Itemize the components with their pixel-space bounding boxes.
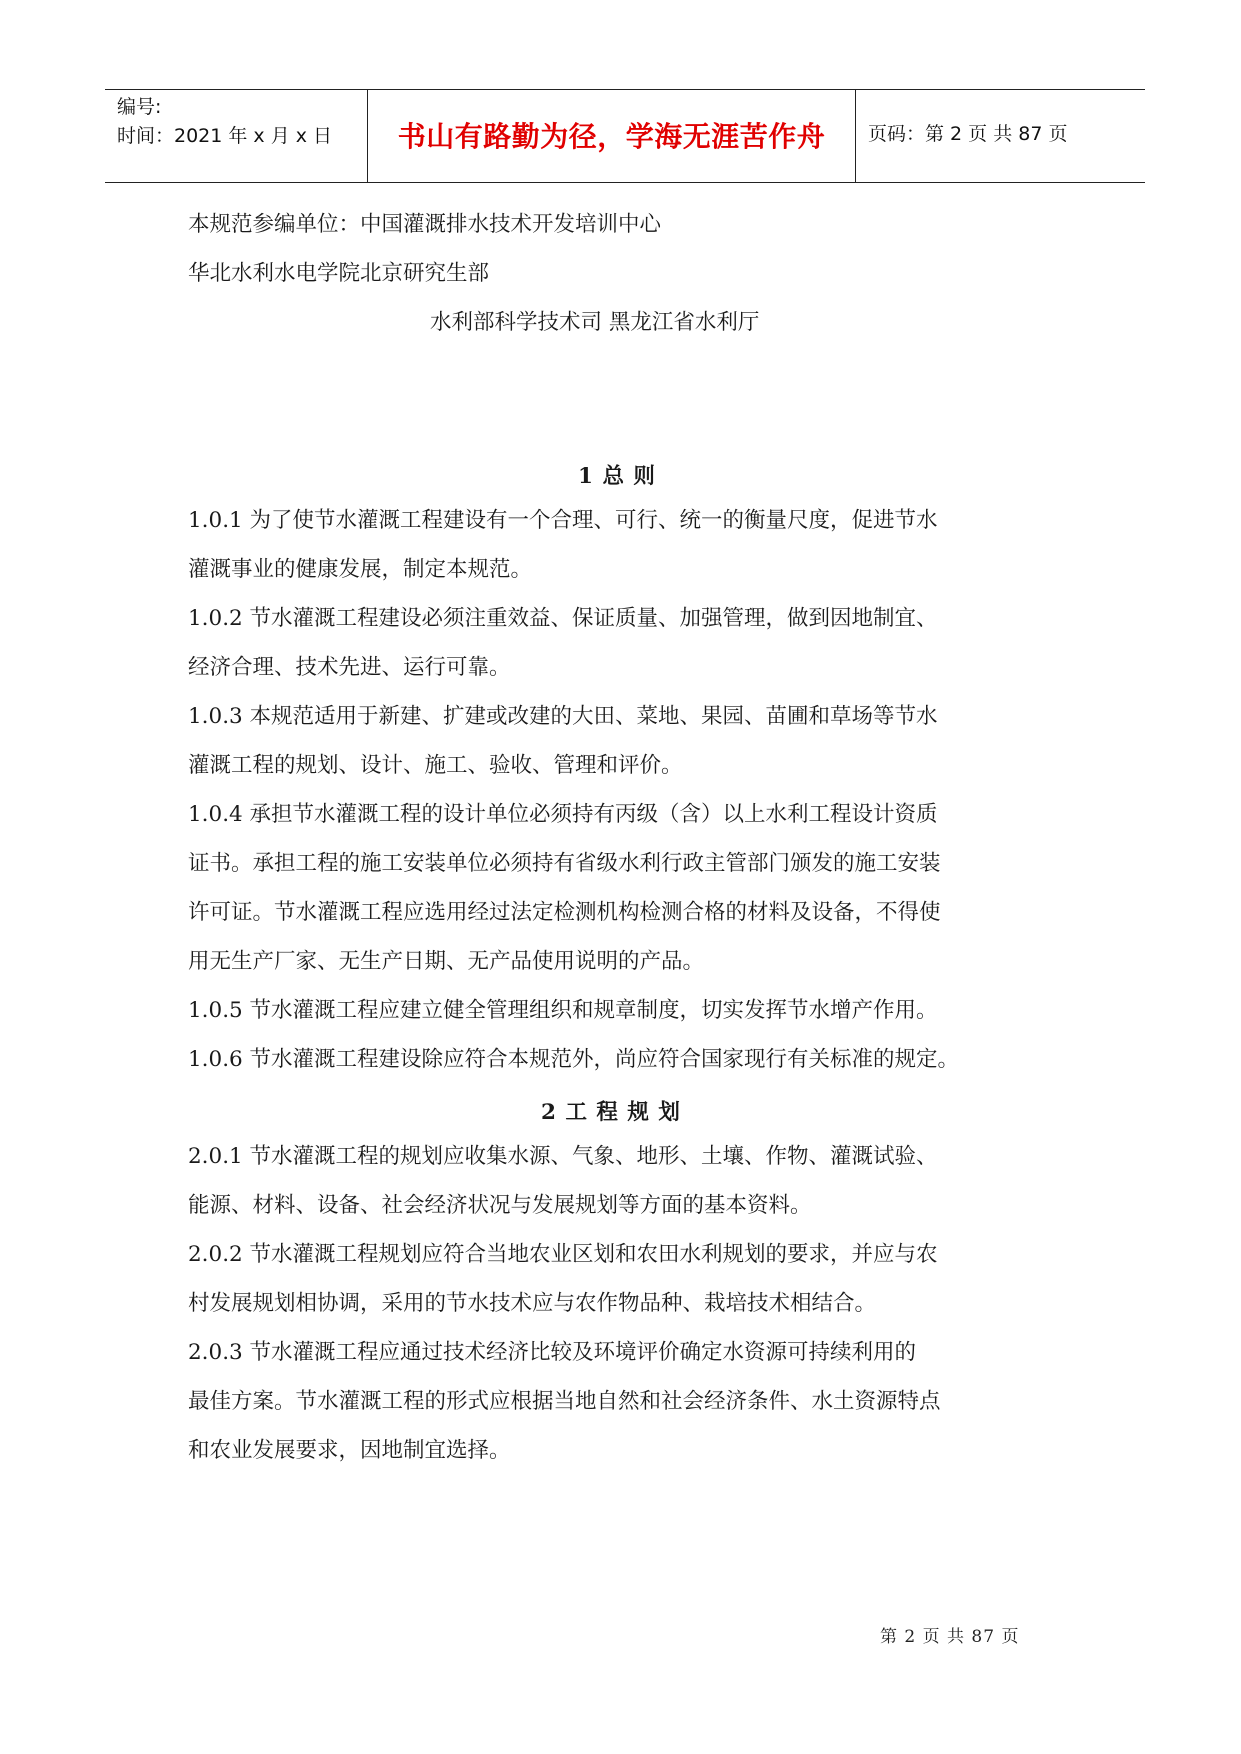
page-header	[105, 89, 1145, 183]
header-meta	[105, 90, 368, 182]
paragraph-line: 1.0.3 本规范适用于新建、扩建或改建的大田、菜地、果园、苗圃和草场等节水	[188, 704, 938, 729]
paragraph-line: 2.0.1 节水灌溉工程的规划应收集水源、气象、地形、土壤、作物、灌溉试验、	[188, 1144, 938, 1169]
document-code-label: 编号:	[117, 96, 162, 118]
section-1-title: 1 总 则	[578, 464, 656, 489]
paragraph-line: 村发展规划相协调，采用的节水技术应与农作物品种、栽培技术相结合。	[188, 1291, 877, 1316]
page-footer-number: 第 2 页 共 87 页	[880, 1627, 1020, 1647]
paragraph-line: 最佳方案。节水灌溉工程的形式应根据当地自然和社会经济条件、水土资源特点	[188, 1389, 941, 1414]
paragraph-line: 1.0.1 为了使节水灌溉工程建设有一个合理、可行、统一的衡量尺度，促进节水	[188, 508, 938, 533]
section-2-title: 2 工 程 规 划	[541, 1100, 681, 1125]
paragraph-line: 灌溉事业的健康发展，制定本规范。	[188, 557, 533, 582]
paragraph-line: 用无生产厂家、无生产日期、无产品使用说明的产品。	[188, 949, 705, 974]
contributor-line-3: 水利部科学技术司 黑龙江省水利厅	[430, 310, 760, 335]
paragraph-line: 证书。承担工程的施工安装单位必须持有省级水利行政主管部门颁发的施工安装	[188, 851, 941, 876]
paragraph-line: 能源、材料、设备、社会经济状况与发展规划等方面的基本资料。	[188, 1193, 812, 1218]
paragraph-line: 和农业发展要求，因地制宜选择。	[188, 1438, 511, 1463]
document-date-label: 时间：2021 年 x 月 x 日	[117, 125, 333, 147]
paragraph-line: 1.0.5 节水灌溉工程应建立健全管理组织和规章制度，切实发挥节水增产作用。	[188, 998, 938, 1023]
paragraph-line: 1.0.4 承担节水灌溉工程的设计单位必须持有丙级（含）以上水利工程设计资质	[188, 802, 938, 827]
paragraph-line: 2.0.3 节水灌溉工程应通过技术经济比较及环境评价确定水资源可持续利用的	[188, 1340, 917, 1365]
header-motto-cell	[368, 90, 856, 182]
contributor-line-1: 本规范参编单位：中国灌溉排水技术开发培训中心	[188, 212, 662, 237]
paragraph-line: 2.0.2 节水灌溉工程规划应符合当地农业区划和农田水利规划的要求，并应与农	[188, 1242, 938, 1267]
contributor-line-2: 华北水利水电学院北京研究生部	[188, 261, 490, 286]
paragraph-line: 经济合理、技术先进、运行可靠。	[188, 655, 511, 680]
paragraph-line: 1.0.6 节水灌溉工程建设除应符合本规范外，尚应符合国家现行有关标准的规定。	[188, 1047, 960, 1072]
paragraph-line: 许可证。节水灌溉工程应选用经过法定检测机构检测合格的材料及设备，不得使	[188, 900, 941, 925]
paragraph-line: 灌溉工程的规划、设计、施工、验收、管理和评价。	[188, 753, 683, 778]
header-motto: 书山有路勤为径，学海无涯苦作舟	[397, 120, 826, 153]
header-page-number: 页码：第 2 页 共 87 页	[868, 122, 1068, 145]
paragraph-line: 1.0.2 节水灌溉工程建设必须注重效益、保证质量、加强管理，做到因地制宜、	[188, 606, 938, 631]
